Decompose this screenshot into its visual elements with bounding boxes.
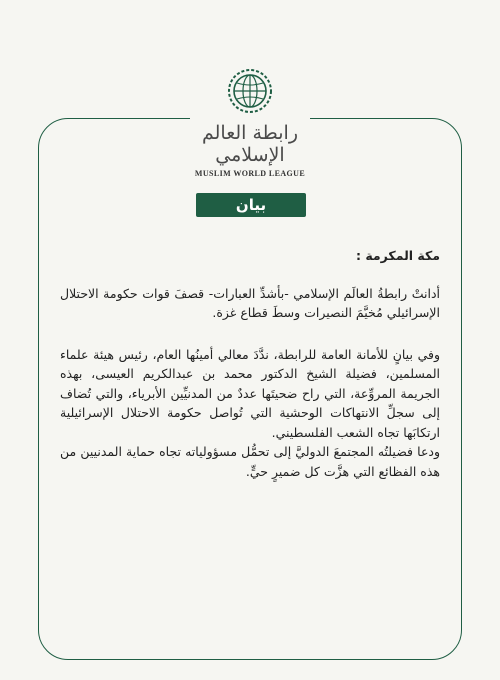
globe-emblem-icon [227,68,273,114]
dateline: مكة المكرمة : [355,248,440,263]
org-logo [190,68,310,178]
org-name-arabic: رابطة العالم الإسلامي [201,122,298,166]
statement-badge: بيان [196,193,306,217]
paragraph-3: ودعا فضيلتُه المجتمعَ الدوليَّ إلى تحمُّل مسؤولياته تجاه حماية المدنيين من هذه الفظائع التي هزَّت كل ضميرٍ حيٍّ. [60,444,440,479]
paragraph-1: أدانتْ رابطةُ العالَم الإسلامي -بأشدِّ العبارات- قصفَ قوات حكومة الاحتلال الإسرائيلي مُخيَّمَ النصيرات وسطَ قطاع غزة. [60,285,440,320]
org-name-english: MUSLIM WORLD LEAGUE [194,169,306,178]
paragraph-2: وفي بيانٍ للأمانة العامة للرابطة، ندَّدَ معالي أمينُها العام، رئيس هيئة علماء المسلمين، فضيلة الشيخ الدكتور محمد بن عبدالكريم العيسى، بهذه الجريمة المروِّعة، التي راح ضحيتَها عددٌ من المدنيِّين الأبرياء، والتي تُضاف إلى سجلِّ الانتهاكات الوحشية التي تُواصل حكومة الاحتلال الإسرائيلية ارتكابَها تجاه الشعب الفلسطيني. [60,346,440,440]
statement-body [60,246,440,481]
